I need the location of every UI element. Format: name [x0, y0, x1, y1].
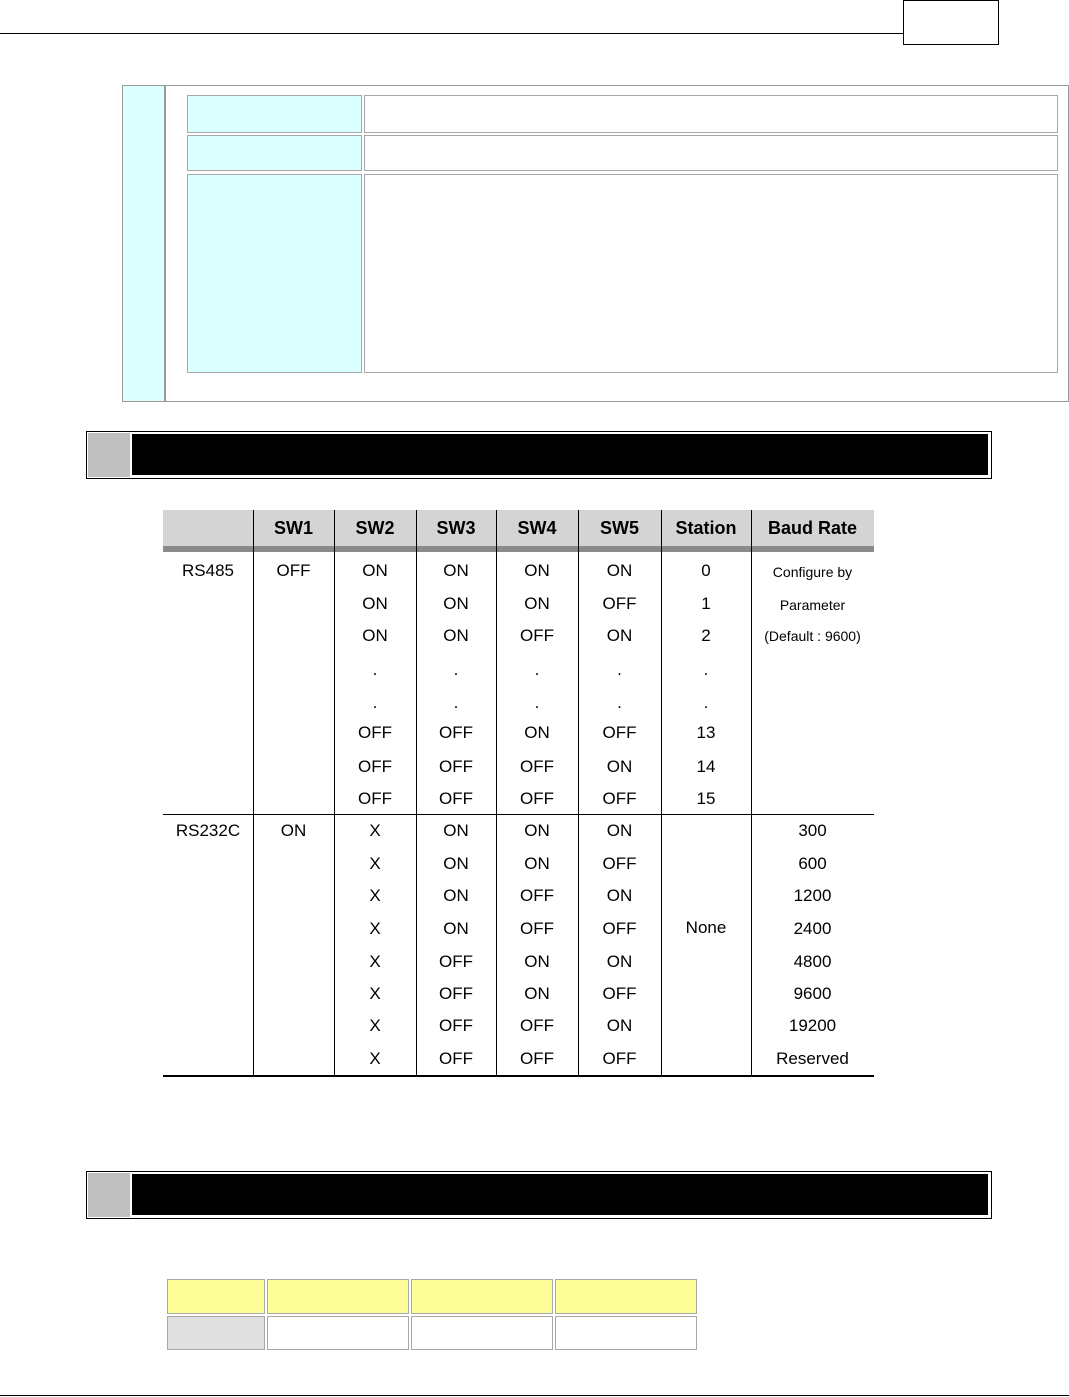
rs485-sw3-cell: OFF — [439, 789, 473, 808]
rs485-sw2-cell: . — [372, 660, 378, 679]
rs485-station-cell: 1 — [701, 594, 711, 613]
dip-header-sw2: SW2 — [355, 518, 395, 538]
rs232c-station-value: None — [685, 918, 727, 937]
rs232c-sw4-cell: OFF — [520, 1016, 554, 1035]
rs485-baud-note-line-1: Configure by — [772, 564, 853, 580]
rs485-station-cell: 13 — [696, 723, 716, 742]
bottom-table-row-label-cell — [167, 1316, 265, 1350]
rs485-sw4-cell: OFF — [520, 789, 554, 808]
rs485-station-cell: 0 — [701, 561, 711, 580]
rs232c-sw2-cell: X — [369, 886, 381, 905]
rs232c-sw5-cell: OFF — [602, 854, 637, 873]
rs485-sw5-cell: OFF — [602, 723, 637, 742]
rs485-station-cell: 14 — [696, 757, 716, 776]
rs232c-sw5-cell: ON — [606, 952, 633, 971]
rs232c-sw1-value: ON — [280, 821, 307, 840]
rs485-sw2-cell: OFF — [358, 757, 392, 776]
rs485-sw4-cell: . — [534, 660, 540, 679]
rs232c-label: RS232C — [175, 821, 241, 840]
rs485-sw4-cell: ON — [524, 723, 550, 742]
rs232c-sw4-cell: ON — [524, 984, 550, 1003]
bottom-table-header-cell-4 — [555, 1279, 697, 1314]
bottom-table-cell — [411, 1316, 553, 1350]
rs232c-sw4-cell: OFF — [520, 1049, 554, 1068]
section-heading-bar-2 — [86, 1171, 992, 1219]
rs232c-sw2-cell: X — [369, 919, 381, 938]
info-panel-stripe — [123, 86, 166, 401]
bottom-table-cell — [267, 1316, 409, 1350]
bottom-table-header-cell-2 — [267, 1279, 409, 1314]
rs485-station-cell: . — [703, 660, 709, 679]
rs485-station-cell: 2 — [701, 626, 711, 645]
info-label-cell-2 — [187, 135, 362, 171]
dip-group-separator — [163, 814, 874, 815]
rs485-baud-note-line-3: (Default : 9600) — [764, 628, 861, 644]
rs485-sw1-value: OFF — [276, 561, 311, 580]
dip-switch-table — [163, 510, 874, 1079]
rs485-sw2-cell: ON — [362, 594, 388, 613]
rs232c-sw3-cell: ON — [443, 886, 469, 905]
rs232c-baud-cell: Reserved — [776, 1049, 849, 1068]
rs485-sw2-cell: ON — [362, 561, 388, 580]
dip-header-baud-rate: Baud Rate — [767, 518, 857, 538]
rs485-sw2-cell: . — [372, 693, 378, 712]
page-number-box — [903, 0, 999, 45]
section-title-band-2 — [132, 1174, 988, 1215]
rs232c-sw4-cell: ON — [524, 821, 550, 840]
rs232c-sw4-cell: ON — [524, 952, 550, 971]
rs485-sw5-cell: . — [617, 660, 622, 679]
dip-header-station: Station — [675, 518, 737, 538]
rs232c-sw3-cell: OFF — [439, 1049, 473, 1068]
rs232c-sw5-cell: OFF — [602, 984, 637, 1003]
rs232c-sw4-cell: OFF — [520, 886, 554, 905]
rs232c-sw3-cell: OFF — [439, 952, 473, 971]
section-marker-1 — [88, 433, 130, 477]
bottom-table-cell — [555, 1316, 697, 1350]
rs485-sw4-cell: ON — [524, 561, 550, 580]
rs485-sw2-cell: OFF — [358, 789, 392, 808]
dip-header-sw3: SW3 — [436, 518, 476, 538]
bottom-table-header-cell-1 — [167, 1279, 265, 1314]
dip-header-sw1: SW1 — [273, 518, 313, 538]
dip-header-sw5: SW5 — [599, 518, 639, 538]
rs232c-sw4-cell: ON — [524, 854, 550, 873]
rs485-sw2-cell: OFF — [358, 723, 392, 742]
rs232c-sw5-cell: ON — [606, 886, 633, 905]
rs485-station-cell: 15 — [696, 789, 716, 808]
rs485-sw3-cell: . — [453, 693, 459, 712]
rs232c-sw5-cell: OFF — [602, 919, 637, 938]
section-heading-bar-1 — [86, 431, 992, 479]
rs232c-sw2-cell: X — [369, 854, 381, 873]
rs232c-sw4-cell: OFF — [520, 919, 554, 938]
footer-rule — [0, 1395, 1069, 1396]
info-panel — [122, 85, 1069, 402]
header-rule — [0, 33, 905, 34]
rs232c-baud-cell: 2400 — [793, 919, 832, 938]
rs485-sw5-cell: OFF — [602, 594, 637, 613]
rs485-sw5-cell: ON — [606, 757, 633, 776]
rs232c-sw3-cell: ON — [443, 821, 469, 840]
rs232c-sw2-cell: X — [369, 1049, 381, 1068]
rs232c-baud-cell: 1200 — [793, 886, 832, 905]
rs232c-baud-cell: 600 — [798, 854, 827, 873]
rs485-sw5-cell: . — [617, 693, 622, 712]
rs485-sw3-cell: . — [453, 660, 459, 679]
rs232c-baud-cell: 9600 — [793, 984, 832, 1003]
bottom-table-header-cell-3 — [411, 1279, 553, 1314]
rs485-sw4-cell: OFF — [520, 626, 554, 645]
rs485-sw4-cell: OFF — [520, 757, 554, 776]
rs485-baud-note-line-2: Parameter — [779, 597, 846, 613]
rs485-sw5-cell: ON — [606, 561, 633, 580]
rs232c-sw2-cell: X — [369, 952, 381, 971]
rs485-sw5-cell: ON — [606, 626, 633, 645]
rs232c-sw5-cell: ON — [606, 821, 633, 840]
rs232c-sw2-cell: X — [369, 984, 381, 1003]
rs485-sw5-cell: OFF — [602, 789, 637, 808]
rs485-sw4-cell: . — [534, 693, 540, 712]
info-label-cell-3 — [187, 174, 362, 373]
rs485-sw3-cell: ON — [443, 594, 469, 613]
info-value-cell-2 — [364, 135, 1058, 171]
dip-table-bottom-rule — [163, 1075, 874, 1077]
rs232c-sw2-cell: X — [369, 821, 381, 840]
rs232c-baud-cell: 19200 — [788, 1016, 837, 1035]
rs485-sw3-cell: OFF — [439, 723, 473, 742]
rs485-label: RS485 — [182, 561, 234, 580]
rs232c-sw3-cell: OFF — [439, 1016, 473, 1035]
rs232c-sw5-cell: ON — [606, 1016, 633, 1035]
rs485-sw3-cell: ON — [443, 626, 469, 645]
rs232c-sw2-cell: X — [369, 1016, 381, 1035]
rs485-sw4-cell: ON — [524, 594, 550, 613]
rs485-sw2-cell: ON — [362, 626, 388, 645]
rs232c-baud-cell: 300 — [798, 821, 827, 840]
rs232c-sw3-cell: OFF — [439, 984, 473, 1003]
info-value-cell-1 — [364, 95, 1058, 133]
dip-col-divider — [253, 510, 254, 1077]
dip-header-underline — [163, 546, 874, 552]
dip-header-sw4: SW4 — [517, 518, 557, 538]
section-marker-2 — [88, 1173, 130, 1217]
rs485-sw3-cell: ON — [443, 561, 469, 580]
info-value-cell-3 — [364, 174, 1058, 373]
rs485-sw3-cell: OFF — [439, 757, 473, 776]
rs232c-sw3-cell: ON — [443, 919, 469, 938]
info-label-cell-1 — [187, 95, 362, 133]
rs232c-baud-cell: 4800 — [793, 952, 832, 971]
rs232c-sw3-cell: ON — [443, 854, 469, 873]
section-title-band-1 — [132, 434, 988, 475]
rs485-station-cell: . — [703, 693, 709, 712]
rs232c-sw5-cell: OFF — [602, 1049, 637, 1068]
